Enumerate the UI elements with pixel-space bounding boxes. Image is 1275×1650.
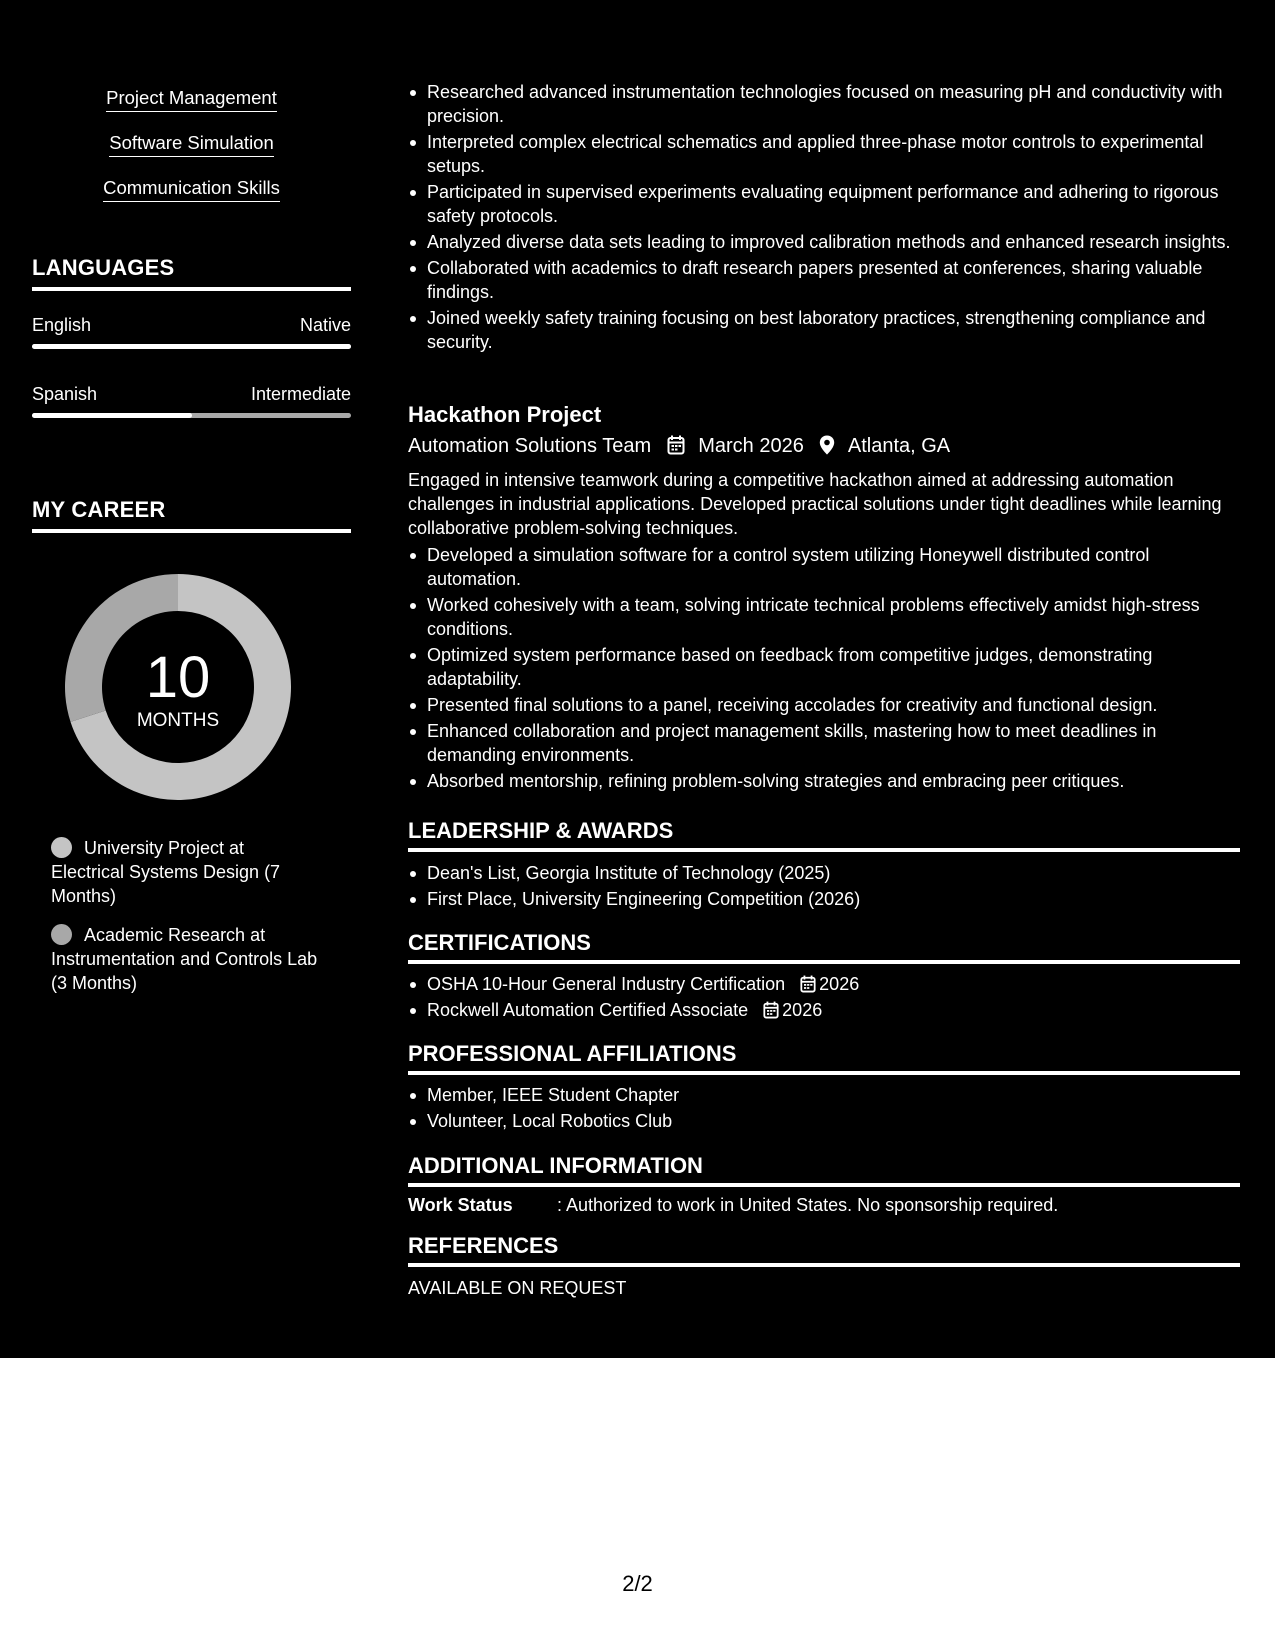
research-bullet: Interpreted complex electrical schematics and applied three-phase motor controls to experimental setups. <box>408 130 1240 178</box>
affiliation-item: Member, IEEE Student Chapter <box>408 1083 1240 1107</box>
language-level: Intermediate <box>250 384 351 404</box>
certifications-list <box>408 972 1240 1024</box>
legend-dot <box>51 837 72 858</box>
languages-heading: LANGUAGES <box>32 255 351 291</box>
certification-date <box>763 998 822 1022</box>
research-bullet: Participated in supervised experiments evaluating equipment performance and adhering to rigorous safety protocols. <box>408 180 1240 228</box>
hackathon-bullet: Enhanced collaboration and project management skills, mastering how to meet deadlines in demanding environments. <box>408 719 1240 767</box>
work-status-value: : Authorized to work in United States. No sponsorship required. <box>557 1195 1059 1215</box>
skill-link-communication-skills[interactable]: Communication Skills <box>32 177 351 202</box>
page-number: 2/2 <box>622 1571 653 1596</box>
certifications-heading: CERTIFICATIONS <box>408 930 1240 964</box>
language-name: English <box>32 315 92 335</box>
left-column <box>32 0 351 1358</box>
language-level: Native <box>299 315 351 335</box>
leadership-list <box>408 861 1240 913</box>
language-bar-english <box>32 344 351 349</box>
project-description: Engaged in intensive teamwork during a competitive hackathon aimed at addressing automation challenges in industrial applications. Developed practical solutions under tight deadlines while learning collaborative problem-solving techniques. <box>408 470 1222 538</box>
work-status-label: Work Status <box>408 1195 513 1215</box>
career-heading: MY CAREER <box>32 497 351 533</box>
language-name: Spanish <box>32 384 98 404</box>
calendar-icon <box>667 435 685 461</box>
language-bar-fill <box>32 413 192 418</box>
research-bullet: Joined weekly safety training focusing on best laboratory practices, strengthening compliance and security. <box>408 306 1240 354</box>
skill-link-software-simulation[interactable]: Software Simulation <box>32 132 351 157</box>
references-heading: REFERENCES <box>408 1233 1240 1267</box>
hackathon-bullet: Developed a simulation software for a control system utilizing Honeywell distributed control automation. <box>408 543 1240 591</box>
certification-year: 2026 <box>819 974 860 994</box>
affiliations-list <box>408 1083 1240 1135</box>
research-bullet: Researched advanced instrumentation technologies focused on measuring pH and conductivity with precision. <box>408 80 1240 128</box>
references-text: AVAILABLE ON REQUEST <box>408 1278 627 1298</box>
hackathon-bullet: Worked cohesively with a team, solving intricate technical problems effectively amidst high-stress conditions. <box>408 593 1240 641</box>
skill-link-project-management[interactable]: Project Management <box>32 87 351 112</box>
project-meta-line <box>408 434 950 461</box>
project-date: March 2026 <box>698 435 804 457</box>
leadership-heading: LEADERSHIP & AWARDS <box>408 818 1240 852</box>
research-bullet-list <box>408 80 1240 356</box>
calendar-icon <box>763 1001 779 1019</box>
hackathon-bullet: Presented final solutions to a panel, receiving accolades for creativity and functional design. <box>408 693 1240 717</box>
hackathon-bullet: Optimized system performance based on feedback from competitive judges, demonstrating adaptability. <box>408 643 1240 691</box>
career-donut-chart <box>65 574 291 800</box>
certification-name: Rockwell Automation Certified Associate <box>427 1000 749 1020</box>
project-title: Hackathon Project <box>408 402 602 427</box>
certification-year: 2026 <box>782 1000 823 1020</box>
language-bar-spanish <box>32 413 351 418</box>
affiliations-heading: PROFESSIONAL AFFILIATIONS <box>408 1041 1240 1075</box>
language-bar-fill <box>32 344 351 349</box>
certification-item <box>408 998 1240 1022</box>
location-pin-icon <box>819 435 835 461</box>
legend-dot <box>51 924 72 945</box>
project-organization: Automation Solutions Team <box>408 435 652 457</box>
affiliation-item: Volunteer, Local Robotics Club <box>408 1109 1240 1133</box>
certification-date <box>800 972 859 996</box>
leadership-item: Dean's List, Georgia Institute of Technology (2025) <box>408 861 1240 885</box>
leadership-item: First Place, University Engineering Competition (2026) <box>408 887 1240 911</box>
career-legend-item <box>51 836 321 908</box>
research-bullet: Analyzed diverse data sets leading to improved calibration methods and enhanced research insights. <box>408 230 1240 254</box>
project-location: Atlanta, GA <box>847 435 951 457</box>
certification-name: OSHA 10-Hour General Industry Certification <box>427 974 786 994</box>
career-total-number: 10 <box>145 645 211 710</box>
right-column <box>408 0 1240 1358</box>
research-bullet: Collaborated with academics to draft research papers presented at conferences, sharing valuable findings. <box>408 256 1240 304</box>
hackathon-bullet-list <box>408 543 1240 795</box>
career-legend-item <box>51 923 321 995</box>
calendar-icon <box>800 975 816 993</box>
career-total-unit: MONTHS <box>136 710 220 731</box>
career-legend-label: Academic Research at Instrumentation and Controls Lab (3 Months) <box>51 925 318 993</box>
certification-item <box>408 972 1240 996</box>
additional-info-heading: ADDITIONAL INFORMATION <box>408 1153 1240 1187</box>
career-legend-label: University Project at Electrical Systems Design (7 Months) <box>51 838 281 906</box>
hackathon-bullet: Absorbed mentorship, refining problem-solving strategies and embracing peer critiques. <box>408 769 1240 793</box>
